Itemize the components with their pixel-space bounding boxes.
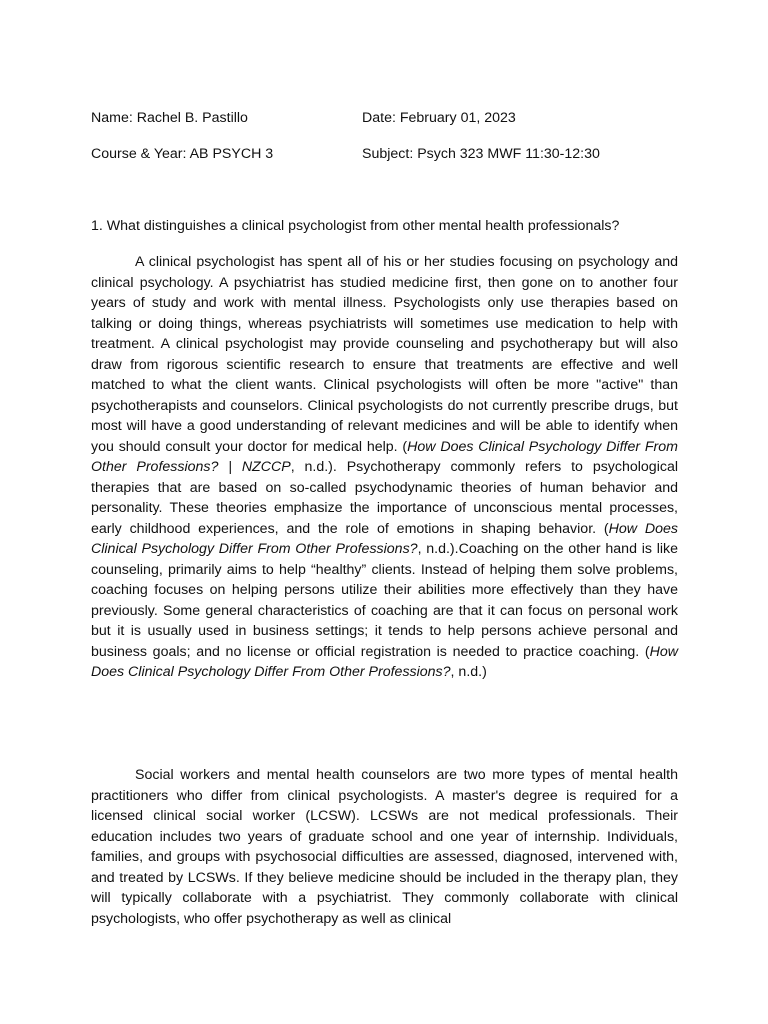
citation-1: How Does Clinical Psychology Differ From Other Professions? | NZCCP xyxy=(91,438,678,475)
submission-date: Date: February 01, 2023 xyxy=(362,110,516,126)
answer-paragraph-1 xyxy=(91,252,678,683)
question-1: 1. What distinguishes a clinical psychologist from other mental health professionals? xyxy=(91,218,620,234)
paragraph-1-text-1: A clinical psychologist has spent all of his or her studies focusing on psychology and clinical psychology. A psychiatrist has studied medicine first, then gone on to another four years of study and work with mental illness. Psychologists only use therapies based on talking or doing things, whereas psychiatrists will sometimes use medication to help with treatment. A clinical psychologist may provide counseling and psychotherapy but will also draw from rigorous scientific research to ensure that treatments are effective and well matched to what the client wants. Clinical psychologists will often be more "active" than psychotherapists and counselors. Clinical psychologists do not currently prescribe drugs, but most will have a good understanding of relevant medicines and will be able to identify when you should consult your doctor for medical help. ( xyxy=(91,254,678,455)
citation-2: How Does Clinical Psychology Differ From Other Professions? xyxy=(91,520,678,557)
citation-3: How Does Clinical Psychology Differ From Other Professions? xyxy=(91,643,678,680)
header-row-1 xyxy=(91,109,691,127)
course-year: Course & Year: AB PSYCH 3 xyxy=(91,146,274,162)
paragraph-1-text-2: , n.d.). Psychotherapy commonly refers to psychological therapies that are based on so-called psychodynamic theories of human behavior and personality. These theories emphasize the importance of unconscious mental processes, early childhood experiences, and the role of emotions in shaping behavior. ( xyxy=(91,459,678,537)
answer-paragraph-2: Social workers and mental health counselors are two more types of mental health practitioners who differ from clinical psychologists. A master's degree is required for a licensed clinical social worker (LCSW). LCSWs are not medical professionals. Their education includes two years of graduate school and one year of internship. Individuals, families, and groups with psychosocial difficulties are assessed, diagnosed, intervened with, and treated by LCSWs. If they believe medicine should be included in the therapy plan, they will typically collaborate with a psychiatrist. They commonly collaborate with clinical psychologists, who offer psychotherapy as well as clinical xyxy=(91,767,678,927)
paragraph-1-text-4: , n.d.) xyxy=(450,664,487,680)
student-name: Name: Rachel B. Pastillo xyxy=(91,110,248,126)
header-row-2 xyxy=(91,145,691,163)
subject: Subject: Psych 323 MWF 11:30-12:30 xyxy=(362,146,600,162)
paragraph-1-text-3: , n.d.).Coaching on the other hand is like counseling, primarily aims to help “healthy” clients. Instead of helping them solve problems, coaching focuses on helping persons utilize their abilities more effectively than they have previously. Some general characteristics of coaching are that it can focus on personal work but it is usually used in business settings; it tends to help persons achieve personal and business goals; and no license or official registration is needed to practice coaching. ( xyxy=(91,541,679,660)
